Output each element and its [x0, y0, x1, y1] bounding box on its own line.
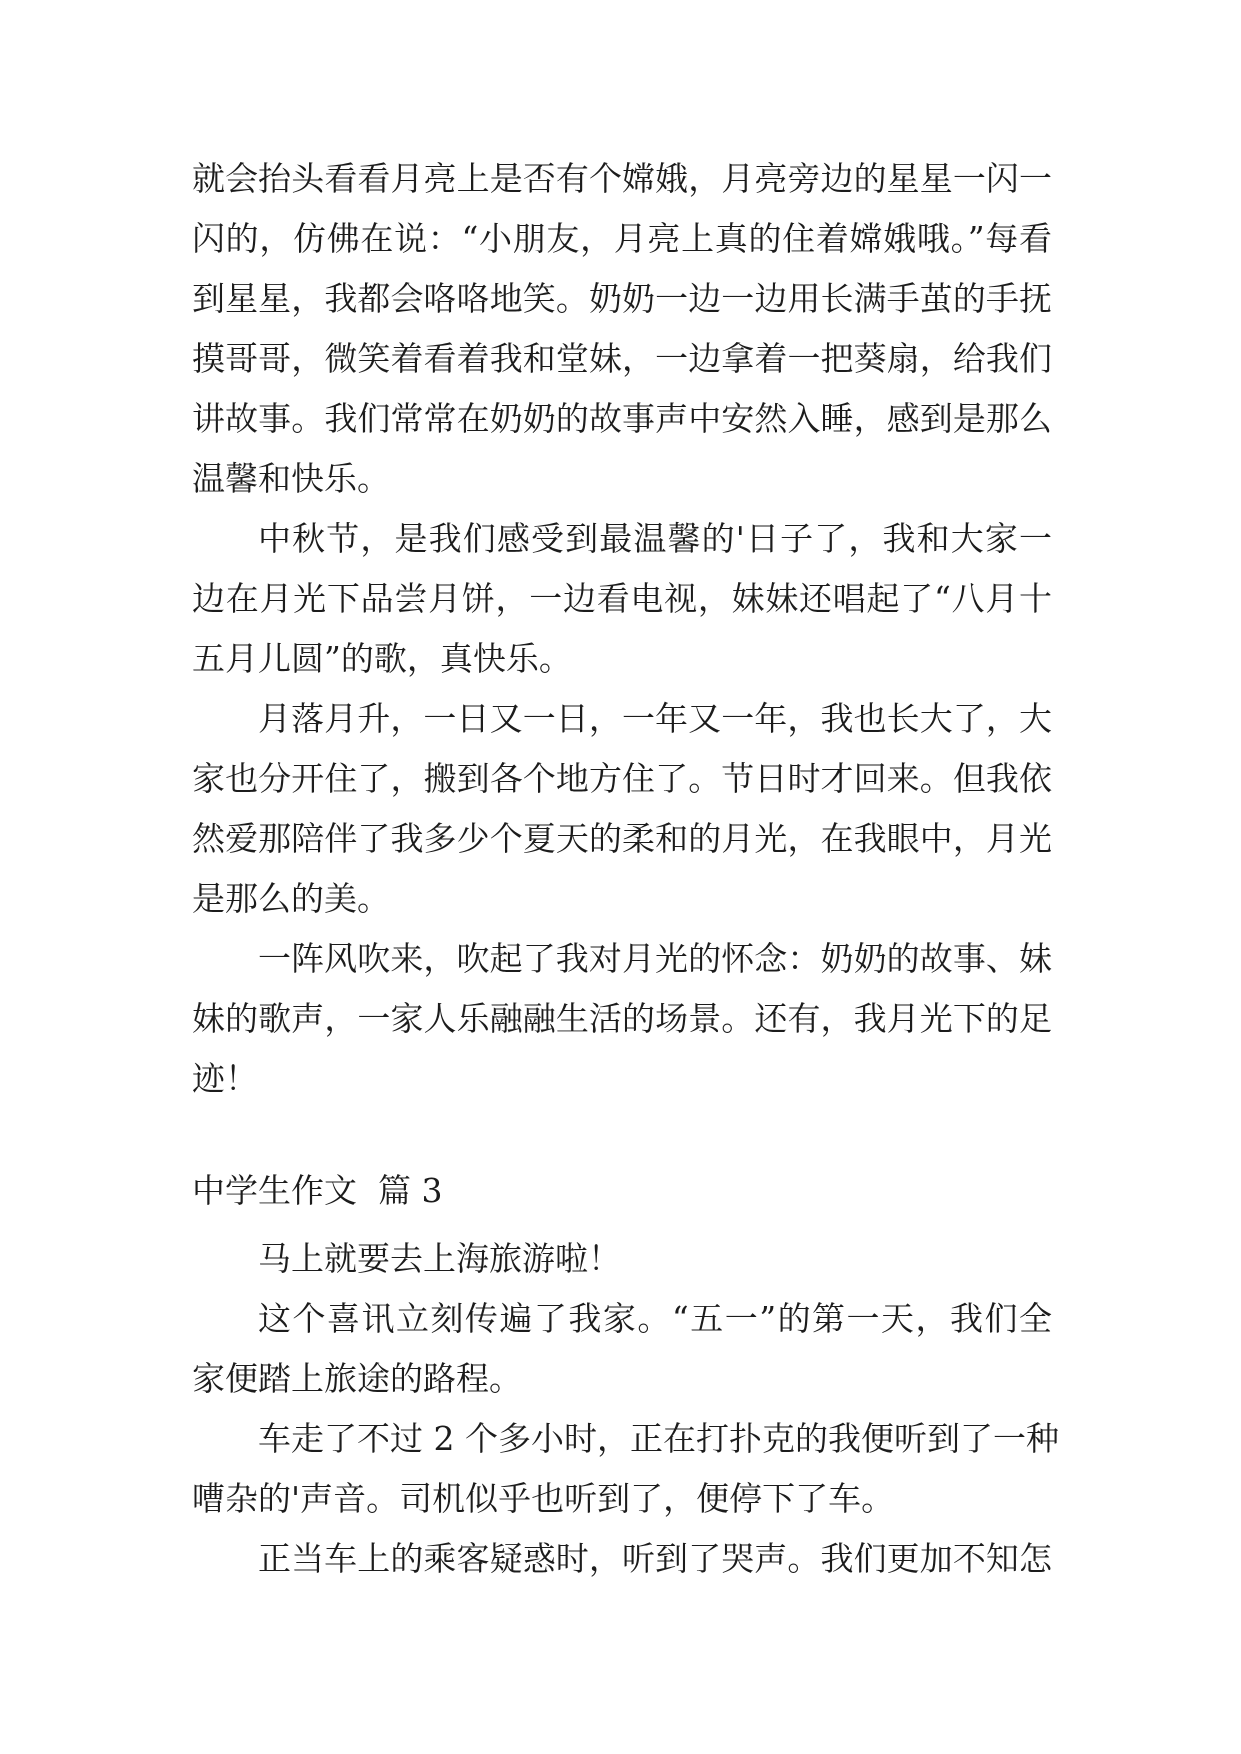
- paragraph-line: 摸哥哥，微笑着看着我和堂妹，一边拿着一把葵扇，给我们: [192, 339, 1052, 378]
- paragraph-line: 迹！: [192, 1059, 258, 1098]
- paragraph-line: 是那么的美。: [192, 879, 390, 918]
- paragraph-line: 车走了不过 2 个多小时，正在打扑克的我便听到了一种: [258, 1419, 1059, 1458]
- paragraph-line: 就会抬头看看月亮上是否有个嫦娥，月亮旁边的星星一闪一: [192, 159, 1052, 198]
- paragraph-line: 马上就要去上海旅游啦！: [258, 1239, 621, 1278]
- paragraph-line: 讲故事。我们常常在奶奶的故事声中安然入睡，感到是那么: [192, 399, 1052, 438]
- paragraph-line: 边在月光下品尝月饼，一边看电视，妹妹还唱起了“八月十: [192, 579, 1052, 618]
- paragraph-line: 五月儿圆”的歌，真快乐。: [192, 639, 572, 678]
- paragraph-line: 月落月升，一日又一日，一年又一年，我也长大了，大: [258, 699, 1052, 738]
- paragraph-line: 中秋节，是我们感受到最温馨的'日子了，我和大家一: [258, 519, 1052, 558]
- paragraph-line: 妹的歌声，一家人乐融融生活的场景。还有，我月光下的足: [192, 999, 1052, 1038]
- paragraph-line: 嘈杂的'声音。司机似乎也听到了，便停下了车。: [192, 1479, 895, 1518]
- paragraph-line: 到星星，我都会咯咯地笑。奶奶一边一边用长满手茧的手抚: [192, 279, 1052, 318]
- paragraph-line: 然爱那陪伴了我多少个夏天的柔和的月光，在我眼中，月光: [192, 819, 1052, 858]
- paragraph-line: 闪的，仿佛在说：“小朋友，月亮上真的住着嫦娥哦。”每看: [192, 219, 1052, 258]
- paragraph-line: 家便踏上旅途的路程。: [192, 1359, 522, 1398]
- paragraph-line: 这个喜讯立刻传遍了我家。“五一”的第一天，我们全: [258, 1299, 1052, 1338]
- paragraph-line: 一阵风吹来，吹起了我对月光的怀念：奶奶的故事、妹: [258, 939, 1052, 978]
- paragraph-line: 正当车上的乘客疑惑时，听到了哭声。我们更加不知怎: [258, 1539, 1052, 1578]
- section-heading: 中学生作文 篇 3: [192, 1171, 443, 1210]
- paragraph-line: 温馨和快乐。: [192, 459, 390, 498]
- paragraph-line: 家也分开住了，搬到各个地方住了。节日时才回来。但我依: [192, 759, 1052, 798]
